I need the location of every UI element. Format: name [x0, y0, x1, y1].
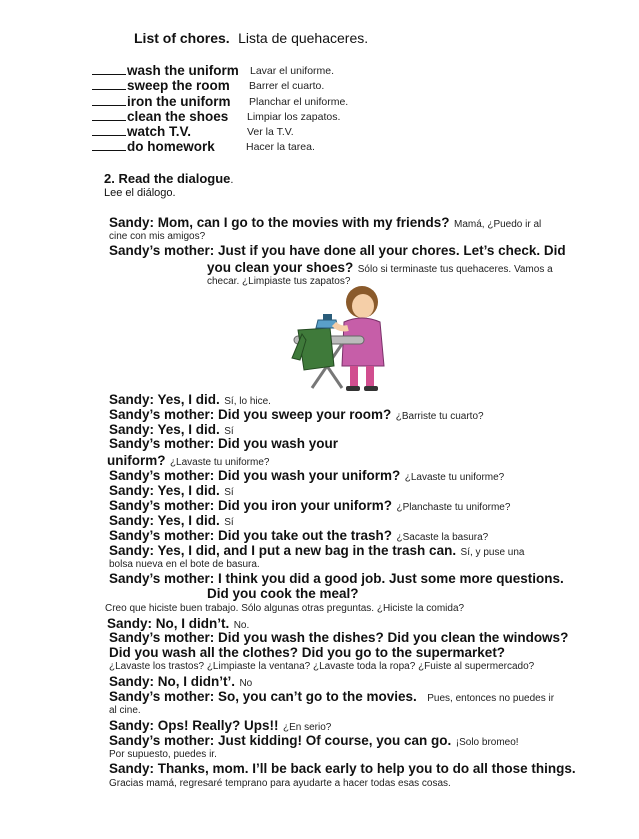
dialogue-en: Sandy’s mother: Did you iron your uniform? [109, 498, 393, 513]
dialogue-en: Sandy’s mother: So, you can’t go to the movies. [109, 689, 417, 704]
dialogue-es: Pues, entonces no puedes ir [427, 693, 555, 704]
dialogue-es: No. [233, 620, 250, 631]
dialogue-en: Sandy: Yes, I did, and I put a new bag in the trash can. [109, 543, 457, 558]
dialogue-en: Did you cook the meal? [207, 586, 359, 601]
girl-ironing-illustration [272, 284, 402, 394]
chore-en: do homework [127, 139, 215, 154]
dialogue-es: bolsa nueva en el bote de basura. [109, 559, 260, 570]
dialogue-en: you clean your shoes? [207, 260, 354, 275]
dialogue-es: ¿Lavaste tu uniforme? [404, 472, 505, 483]
dialogue-es: ¿Lavaste los trastos? ¿Limpiaste la ventana? ¿Lavaste toda la ropa? ¿Fuiste al supermercado? [109, 661, 535, 672]
answer-blank[interactable] [92, 64, 126, 75]
answer-blank[interactable] [92, 140, 126, 151]
dialogue-en: Sandy: Yes, I did. [109, 392, 220, 407]
dialogue-es: Mamá, ¿Puedo ir al [454, 219, 542, 230]
chore-en: sweep the room [127, 78, 230, 93]
chore-en: iron the uniform [127, 94, 231, 109]
chore-es: Planchar el uniforme. [249, 96, 349, 108]
dialogue-en: uniform? [107, 453, 166, 468]
dialogue-en: Sandy: Mom, can I go to the movies with my friends? [109, 215, 450, 230]
dialogue-en: Sandy’s mother: I think you did a good job. Just some more questions. [109, 571, 564, 586]
dialogue-en: Sandy: Yes, I did. [109, 483, 220, 498]
dialogue-en: Sandy: No, I didn’t’. [109, 674, 235, 689]
chore-es: Lavar el uniforme. [250, 65, 335, 77]
chore-es: Barrer el cuarto. [249, 80, 325, 92]
answer-blank[interactable] [92, 125, 126, 136]
dialogue-en: Sandy: Thanks, mom. I’ll be back early to help you to do all those things. [109, 761, 576, 776]
dialogue-en: Sandy’s mother: Did you wash your uniform? [109, 468, 401, 483]
dialogue-line [109, 542, 524, 560]
title-en: List of chores. [134, 30, 230, 46]
section-title [104, 170, 233, 188]
dialogue-line [109, 732, 519, 750]
dialogue-es: ¿Planchaste tu uniforme? [396, 502, 511, 513]
dialogue-es: Por supuesto, puedes ir. [109, 749, 217, 760]
chore-es: Ver la T.V. [247, 126, 294, 138]
dialogue-es: No [239, 678, 253, 689]
dialogue-es: Sí [224, 426, 234, 437]
dialogue-es: Sí [224, 487, 234, 498]
dialogue-en: Sandy’s mother: Just if you have done all your chores. Let’s check. Did [109, 243, 566, 258]
dialogue-en: Sandy’s mother: Did you sweep your room? [109, 407, 392, 422]
chore-es: Limpiar los zapatos. [247, 111, 341, 123]
dialogue-es: al cine. [109, 705, 141, 716]
dialogue-en: Sandy’s mother: Just kidding! Of course, you can go. [109, 733, 452, 748]
dialogue-line [109, 688, 554, 706]
dialogue-en: Sandy: No, I didn’t. [107, 616, 230, 631]
section-title-period: . [230, 174, 234, 186]
answer-blank[interactable] [92, 79, 126, 90]
dialogue-es: Sólo si terminaste tus quehaceres. Vamos a [357, 264, 553, 275]
answer-blank[interactable] [92, 95, 126, 106]
dialogue-line [109, 214, 541, 232]
dialogue-en: Sandy: Ops! Really? Ups!! [109, 718, 279, 733]
dialogue-es: ¿Lavaste tu uniforme? [169, 457, 270, 468]
dialogue-en: Sandy: Yes, I did. [109, 513, 220, 528]
dialogue-es: Sí, lo hice. [224, 396, 271, 407]
dialogue-es: Sí [224, 517, 234, 528]
dialogue-en: Did you wash all the clothes? Did you go to the supermarket? [109, 645, 506, 660]
chore-en: watch T.V. [127, 124, 192, 139]
dialogue-en: Sandy: Yes, I did. [109, 422, 220, 437]
dialogue-en: Sandy’s mother: Did you wash your [109, 436, 339, 451]
dialogue-en: Sandy’s mother: Did you wash the dishes? Did you clean the windows? [109, 630, 569, 645]
chore-en: clean the shoes [127, 109, 229, 124]
dialogue-es: ¡Solo bromeo! [455, 737, 519, 748]
section-subtitle: Lee el diálogo. [104, 187, 176, 199]
section-title-text: 2. Read the dialogue [104, 171, 231, 186]
dialogue-es: ¿Sacaste la basura? [396, 532, 489, 543]
dialogue-es: Gracias mamá, regresaré temprano para ayudarte a hacer todas esas cosas. [109, 778, 451, 789]
dialogue-es: Sí, y puse una [460, 547, 525, 558]
dialogue-es: cine con mis amigos? [109, 231, 206, 242]
title-es: Lista de quehaceres. [238, 30, 369, 46]
page-title [134, 30, 368, 48]
dialogue-es: Creo que hiciste buen trabajo. Sólo algunas otras preguntas. ¿Hiciste la comida? [105, 603, 465, 614]
dialogue-line [207, 259, 553, 277]
dialogue-es: ¿En serio? [282, 722, 332, 733]
chore-es: Hacer la tarea. [246, 141, 315, 153]
dialogue-en: Sandy’s mother: Did you take out the trash? [109, 528, 393, 543]
answer-blank[interactable] [92, 110, 126, 121]
chore-en: wash the uniform [127, 63, 239, 78]
list-item [92, 138, 215, 156]
dialogue-es: ¿Barriste tu cuarto? [395, 411, 484, 422]
dialogue-es: checar. ¿Limpiaste tus zapatos? [207, 276, 351, 287]
